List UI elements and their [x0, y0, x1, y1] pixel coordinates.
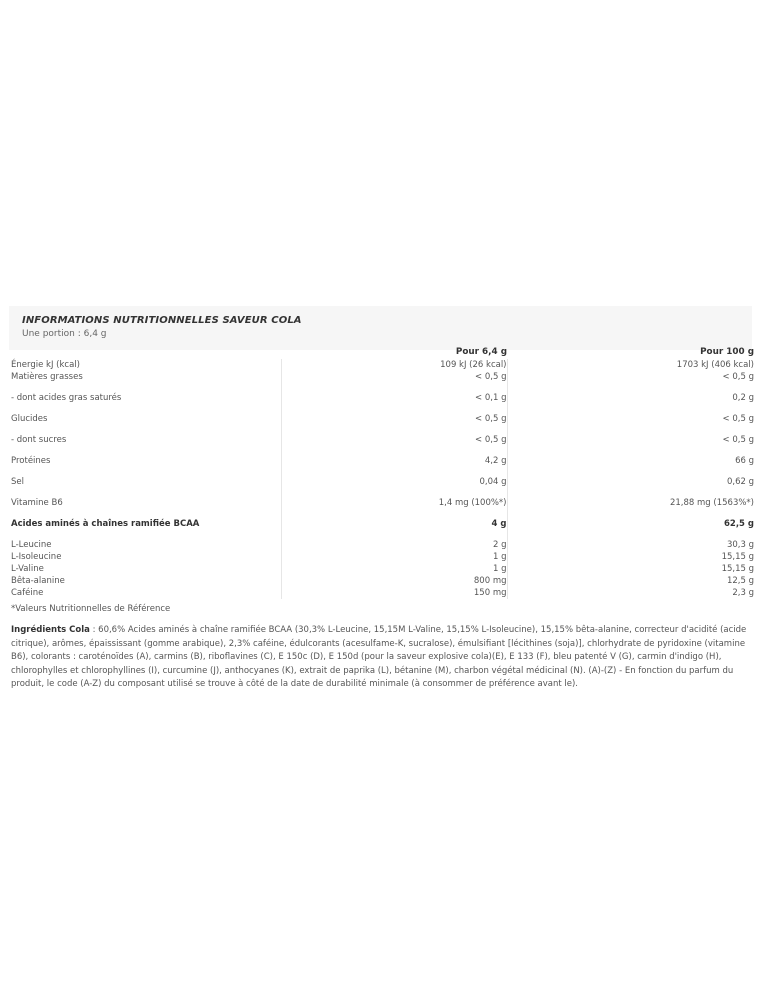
- table-row: [11, 518, 754, 539]
- row-value-per-100g: 1703 kJ (406 kcal): [676, 360, 754, 370]
- ingredients-text: : 60,6% Acides aminés à chaîne ramifiée BCAA (30,3% L-Leucine, 15,15M L-Valine, 15,15% L-Isoleucine), 15,15% bêta-alanine, correcteur d'acidité (acide citrique), arômes, épaississant (gomme arabique), 2,3% caféine, édulcorants (acesulfame-K, sucralose), émulsifiant [lécithines (soja)], chlorhydrate de pyridoxine (vitamine B6), colorants : caroténoïdes (A), carmins (B), riboflavines (C), E 150c (D), E 150d (pour la saveur explosive cola)(E), E 133 (F), bleu patenté V (G), carmin d'indigo (H), chlorophylles et chlorophyllines (I), curcumine (J), anthocyanes (K), extrait de paprika (L), bétanine (M), charbon végétal médicinal (N). (A)-(Z) - En fonction du parfum du produit, le code (A-Z) du composant utilisé se trouve à côté de la date de durabilité minimale (à consommer de préférence avant le).: [11, 625, 747, 689]
- row-label: Sel: [11, 476, 281, 497]
- row-value-per-portion: < 0,5 g: [281, 371, 507, 392]
- row-value-per-portion: 1,4 mg (100%*): [281, 497, 507, 518]
- table-header-row: [11, 346, 754, 359]
- row-label: - dont sucres: [11, 434, 281, 455]
- row-label: Glucides: [11, 413, 281, 434]
- row-value-per-portion: 1 g: [281, 551, 507, 563]
- table-row: [11, 413, 754, 434]
- nutrition-table-body: [11, 359, 754, 599]
- row-value-per-100g: < 0,5 g: [722, 414, 754, 424]
- nutrition-header-panel: [9, 306, 752, 350]
- row-label: Bêta-alanine: [11, 575, 281, 587]
- row-value-per-portion: 2 g: [281, 539, 507, 551]
- row-label: L-Isoleucine: [11, 551, 281, 563]
- table-row: [11, 434, 754, 455]
- nutrition-title: INFORMATIONS NUTRITIONNELLES SAVEUR COLA: [22, 315, 302, 326]
- table-row: [11, 539, 754, 551]
- row-value-per-portion: < 0,5 g: [281, 413, 507, 434]
- row-value-per-portion: < 0,1 g: [281, 392, 507, 413]
- row-value-per-100g: 15,15 g: [721, 552, 754, 562]
- table-row: [11, 575, 754, 587]
- row-label: Protéines: [11, 455, 281, 476]
- row-label: Énergie kJ (kcal): [11, 359, 281, 371]
- table-row: [11, 563, 754, 575]
- table-row: [11, 392, 754, 413]
- table-row: [11, 371, 754, 392]
- row-label: Matières grasses: [11, 371, 281, 392]
- row-value-per-100g: 0,2 g: [732, 393, 754, 403]
- column-header-per-100g: Pour 100 g: [700, 347, 754, 357]
- row-value-per-100g: 21,88 mg (1563%*): [669, 498, 754, 508]
- table-row: [11, 476, 754, 497]
- column-header-label: [11, 346, 281, 359]
- ingredients-paragraph: [11, 624, 756, 692]
- row-value-per-100g: 12,5 g: [726, 576, 754, 586]
- nutrition-header: [9, 306, 752, 350]
- row-label: - dont acides gras saturés: [11, 392, 281, 413]
- row-value-per-portion: 109 kJ (26 kcal): [281, 359, 507, 371]
- row-label: L-Leucine: [11, 539, 281, 551]
- column-header-per-portion: Pour 6,4 g: [455, 347, 507, 357]
- row-value-per-100g: 66 g: [735, 456, 754, 466]
- row-value-per-100g: 0,62 g: [726, 477, 754, 487]
- nutrition-table: [11, 346, 754, 599]
- row-label: Vitamine B6: [11, 497, 281, 518]
- row-label: Caféine: [11, 587, 281, 599]
- table-row: [11, 551, 754, 563]
- table-row: [11, 587, 754, 599]
- row-value-per-portion: 150 mg: [281, 587, 507, 599]
- row-value-per-100g: 30,3 g: [726, 540, 754, 550]
- row-value-per-portion: 800 mg: [281, 575, 507, 587]
- row-value-per-portion: 4 g: [281, 518, 507, 539]
- footnote: *Valeurs Nutritionnelles de Référence: [11, 604, 171, 614]
- table-row: [11, 359, 754, 371]
- row-value-per-100g: < 0,5 g: [722, 435, 754, 445]
- table-row: [11, 497, 754, 518]
- row-value-per-portion: < 0,5 g: [281, 434, 507, 455]
- row-value-per-100g: < 0,5 g: [722, 372, 754, 382]
- row-label: Acides aminés à chaînes ramifiée BCAA: [11, 518, 281, 539]
- ingredients-label: Ingrédients Cola: [11, 625, 90, 635]
- row-value-per-portion: 4,2 g: [281, 455, 507, 476]
- row-label: L-Valine: [11, 563, 281, 575]
- row-value-per-100g: 2,3 g: [732, 588, 754, 598]
- table-row: [11, 455, 754, 476]
- row-value-per-portion: 0,04 g: [281, 476, 507, 497]
- row-value-per-100g: 15,15 g: [721, 564, 754, 574]
- row-value-per-100g: 62,5 g: [723, 519, 754, 529]
- row-value-per-portion: 1 g: [281, 563, 507, 575]
- portion-size: Une portion : 6,4 g: [22, 329, 107, 339]
